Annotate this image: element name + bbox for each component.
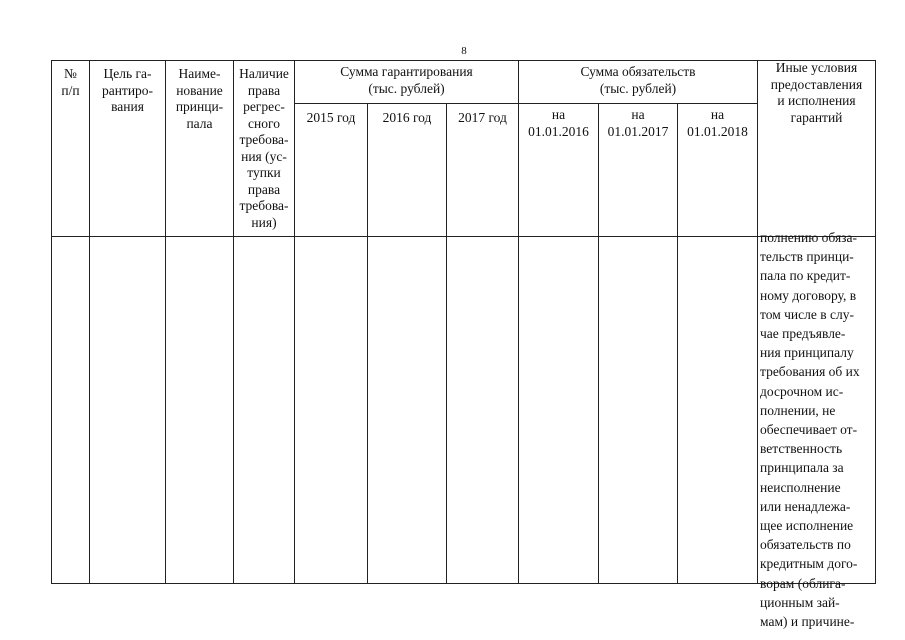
other-conditions-body-text: полнению обяза- тельств принци- пала по кредит- ному договору, в том числе в слу- чае предъявле- ния принципалу требования об их досрочном ис- полнении, не обеспечивает от- ветственность принципала за неисполнение или ненадлежа- щее исполнение обязательств по кредитным дого- ворам (облига- ционным зай- мам) и причине-: [760, 230, 860, 630]
header-date-2016: на 01.01.2016: [528, 107, 589, 139]
col-divider-8: [598, 103, 599, 584]
col-divider-6: [446, 103, 447, 584]
header-year-2016: 2016 год: [382, 110, 432, 125]
col-divider-left-edge: [51, 60, 52, 584]
header-obligations-amount: Сумма обязательств (тыс. рублей): [580, 64, 696, 96]
col-divider-10: [757, 60, 758, 584]
col-divider-right-edge: [875, 60, 876, 584]
col-divider-4: [294, 60, 295, 584]
header-guarantee-amount: Сумма гарантирования (тыс. рублей): [340, 64, 473, 96]
col-divider-9: [677, 103, 678, 584]
header-date-2018: на 01.01.2018: [687, 107, 748, 139]
header-year-2017: 2017 год: [458, 110, 507, 125]
header-regress-right: Наличие права регрес- сного требова- ния (ус- тупки права требова- ния): [239, 66, 289, 230]
header-year-2015: 2015 год: [306, 110, 356, 125]
header-purpose: Цель га- рантиро- вания: [101, 66, 154, 114]
col-divider-2: [165, 60, 166, 584]
header-principal: Наиме- нование принци- пала: [175, 66, 224, 131]
page-number: 8: [461, 45, 467, 57]
header-number: № п/п: [61, 66, 80, 98]
header-date-2017: на 01.01.2017: [607, 107, 669, 139]
header-bottom-border: [51, 236, 875, 237]
table-bottom-border: [51, 583, 875, 584]
subheader-divider-obligations: [518, 103, 757, 104]
table-top-border: [51, 60, 875, 61]
subheader-divider-guarantee: [294, 103, 518, 104]
col-divider-5: [367, 103, 368, 584]
col-divider-1: [89, 60, 90, 584]
header-other-conditions: Иные условия предоставления и исполнения гарантий: [770, 60, 863, 125]
